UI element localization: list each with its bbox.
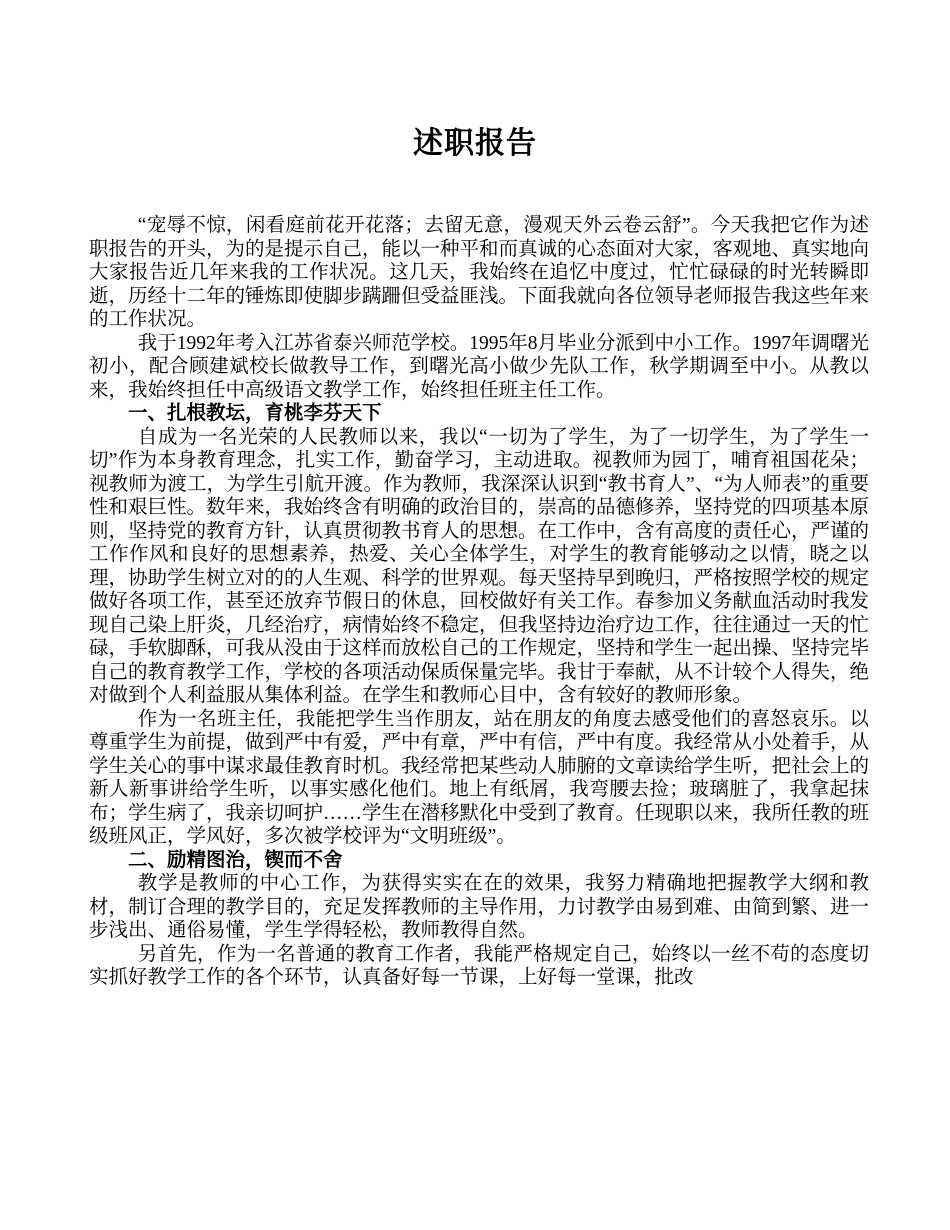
section-heading: 一、扎根教坛，育桃李芬天下 bbox=[128, 403, 382, 424]
document-title: 述职报告 bbox=[413, 127, 537, 160]
section-paragraph: 作为一名班主任，我能把学生当作朋友，站在朋友的角度去感受他们的喜怒哀乐。以尊重学生为前提，做到严中有爱，严中有章，严中有信，严中有度。我经常从小处着手，从学生关心的事中谋求最佳教育时机。我经常把某些动人肺腑的文章读给学生听，把社会上的新人新事讲给学生听，以事实感化他们。地上有纸屑，我弯腰去捡；玻璃脏了，我拿起抹布；学生病了，我亲切呵护……学生在潜移默化中受到了教育。任现职以来，我所任教的班级班风正，学风好，多次被学校评为“文明班级”。 bbox=[89, 708, 870, 847]
section-paragraph: 自成为一名光荣的人民教师以来，我以“一切为了学生，为了一切学生，为了学生一切”作为本身教育理念，扎实工作，勤奋学习，主动进取。视教师为园丁，哺育祖国花朵；视教师为渡工，为学生引航开渡。作为教师，我深深认识到“教书育人”、“为人师表”的重要性和艰巨性。数年来，我始终含有明确的政治目的，崇高的品德修养，坚持党的四项基本原则，坚持党的教育方针，认真贯彻教书育人的思想。在工作中，含有高度的责任心，严谨的工作作风和良好的思想素养，热爱、关心全体学生，对学生的教育能够动之以情，晓之以理，协助学生树立对的的人生观、科学的世界观。每天坚持早到晚归，严格按照学校的规定做好各项工作，甚至还放弃节假日的休息，回校做好有关工作。春参加义务献血活动时我发现自己染上肝炎，几经治疗，病情始终不稳定，但我坚持边治疗边工作，往往通过一天的忙碌，手软脚酥，可我从没由于这样而放松自己的工作规定，坚持和学生一起出操、坚持完毕自己的教育教学工作，学校的各项活动保质保量完毕。我甘于奉献，从不计较个人得失，绝对做到个人利益服从集体利益。在学生和教师心目中，含有较好的教师形象。 bbox=[89, 426, 870, 706]
background-paragraph: 我于1992年考入江苏省泰兴师范学校。1995年8月毕业分派到中小工作。1997年调曙光初小，配合顾建斌校长做教导工作，到曙光高小做少先队工作，秋学期调至中小。从教以来，我始终担任中高级语文教学工作，始终担任班主任工作。 bbox=[89, 332, 870, 401]
section-heading: 二、励精图治，锲而不舍 bbox=[128, 849, 343, 871]
intro-paragraph: “宠辱不惊，闲看庭前花开花落；去留无意，漫观天外云卷云舒”。今天我把它作为述职报告的开头，为的是提示自己，能以一种平和而真诚的心态面对大家，客观地、真实地向大家报告近几年来我的工作状况。这几天，我始终在追忆中度过，忙忙碌碌的时光转瞬即逝，历经十二年的锤炼即使脚步蹒跚但受益匪浅。下面我就向各位领导老师报告我这些年来的工作状况。 bbox=[89, 215, 870, 330]
document-body bbox=[89, 214, 869, 990]
section-paragraph: 教学是教师的中心工作，为获得实实在在的效果，我努力精确地把握教学大纲和教材，制订合理的教学目的，充足发挥教师的主导作用，力讨教学由易到难、由简到繁、进一步浅出、通俗易懂，学生学得轻松，教师教得自然。 bbox=[89, 873, 870, 941]
section-paragraph: 另首先，作为一名普通的教育工作者，我能严格规定自己，始终以一丝不苟的态度切实抓好教学工作的各个环节，认真备好每一节课，上好每一堂课，批改 bbox=[89, 943, 869, 988]
